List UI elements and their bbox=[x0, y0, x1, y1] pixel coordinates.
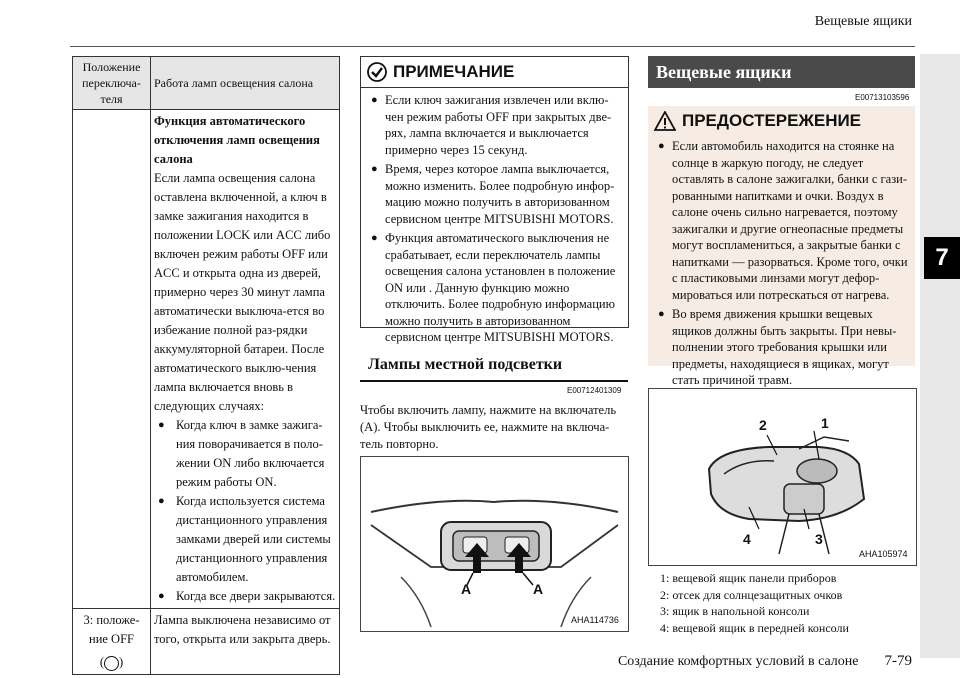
storage-section-header: Вещевые ящики bbox=[648, 56, 915, 88]
caution-list bbox=[648, 136, 915, 389]
switch-position-table bbox=[72, 56, 340, 675]
storage-figure-code: AHA105974 bbox=[859, 549, 908, 559]
legend-item: 3: ящик в напольной консоли bbox=[660, 604, 810, 618]
storage-code: E00713103596 bbox=[855, 93, 910, 102]
auto-off-list bbox=[154, 416, 336, 606]
list-item: ● Если автомобиль находится на стоянке на солнце в жаркую погоду, не следует оставлять в салоне зажигалки, банки с гази-рованными напитками и очки. Воздух в салоне очень сильно нагревается, поэтому зажигалки и другие огнеопасные предметы могут воспламениться, а закрытые банки с напитками — разорваться. Кроме того, очки с пластиковыми линзами могут дефор-мироваться или потрескаться от нагрева. bbox=[672, 138, 909, 303]
fig-label-3: 3 bbox=[815, 531, 823, 547]
note-list bbox=[361, 88, 628, 346]
list-item: ● Если ключ зажигания извлечен или вклю-чен режим работы OFF при закрытых две-рях, лампа включается и выключается примерно через 15 секунд. bbox=[385, 92, 622, 158]
caution-title: ПРЕДОСТЕРЕЖЕНИЕ bbox=[682, 111, 862, 130]
note-title: ПРИМЕЧАНИЕ bbox=[393, 62, 515, 81]
section-rule bbox=[360, 380, 628, 382]
table-cell-position-off: 3: положе-ние OFF ( ) bbox=[73, 609, 151, 675]
table-cell-off-text: Лампа выключена независимо от того, открыта или закрыта дверь. bbox=[151, 609, 340, 675]
footer-section: Создание комфортных условий в салоне bbox=[617, 654, 859, 669]
check-icon bbox=[367, 62, 387, 82]
warning-icon bbox=[654, 111, 676, 131]
storage-legend bbox=[660, 570, 915, 636]
list-item: ● Когда используется система дистанционного управления замками дверей или системы дистанционного управления автомобилем. bbox=[172, 492, 336, 587]
list-item: ● Функция автоматического выключения не срабатывает, если переключатель лампы освещения салона установлен в положение ON или . Данную функцию можно отключить. Более подробную информацию можно получить в авторизованном сервисном центре MITSUBISHI MOTORS. bbox=[385, 230, 622, 346]
storage-figure bbox=[648, 388, 917, 566]
fig-label-2: 2 bbox=[759, 417, 767, 433]
auto-off-text: Если лампа освещения салона оставлена включенной, а ключ в замке зажигания находится в положении LOCK или ACC либо включен режим работы OFF или ACC и открыта одна из дверей, примерно через 30 минут лампа автоматически выключа-ется во избежание полной раз-рядки аккумуляторной батареи. После автоматического выклю-чения лампа включается вновь в следующих случаях: bbox=[154, 171, 331, 413]
map-lamps-title: Лампы местной подсветки bbox=[368, 356, 563, 373]
legend-item: 1: вещевой ящик панели приборов bbox=[660, 571, 837, 585]
table-cell-empty bbox=[73, 110, 151, 609]
map-lamp-figure-code: AHA114736 bbox=[571, 615, 619, 625]
list-item: ● Во время движения крышки вещевых ящиков должны быть закрыты. При невы-полнении этого требования крышки или предметы, находящиеся в ящиках, могут стать причиной травм. bbox=[672, 306, 909, 389]
fig-label-1: 1 bbox=[821, 415, 829, 431]
fig-label-4: 4 bbox=[743, 531, 751, 547]
chapter-number: 7 bbox=[924, 237, 960, 279]
page-header-title: Вещевые ящики bbox=[814, 14, 912, 29]
list-item: ● Когда все двери закрываются. bbox=[172, 587, 336, 606]
map-lamps-text: Чтобы включить лампу, нажмите на включатель (A). Чтобы выключить ее, нажмите на включа-тель повторно. bbox=[360, 403, 617, 451]
auto-off-title: Функция автоматического отключения ламп освещения салона bbox=[154, 114, 320, 166]
map-lamps-code: E00712401309 bbox=[567, 386, 622, 395]
legend-item: 2: отсек для солнцезащитных очков bbox=[660, 587, 843, 602]
list-item: ● Время, через которое лампа выключается, можно изменить. Более подробную инфор-мацию можно получить в авторизованном сервисном центре MITSUBISHI MOTORS. bbox=[385, 161, 622, 227]
note-box bbox=[360, 56, 629, 344]
col-operation-header: Работа ламп освещения салона bbox=[151, 57, 340, 110]
label-a-right: A bbox=[533, 581, 544, 597]
page-number: 7-79 bbox=[884, 653, 912, 669]
legend-item: 4: вещевой ящик в передней консоли bbox=[660, 620, 849, 635]
off-circle-icon bbox=[104, 656, 119, 671]
map-lamp-illustration bbox=[361, 457, 628, 631]
note-header bbox=[361, 57, 628, 88]
map-lamp-figure bbox=[360, 456, 629, 632]
caution-header bbox=[648, 106, 915, 136]
col-position-header: Положение переключа-теля bbox=[73, 57, 151, 110]
table-row bbox=[73, 609, 340, 675]
chapter-side-tab[interactable] bbox=[920, 54, 960, 658]
caution-box bbox=[648, 106, 915, 387]
storage-illustration bbox=[649, 389, 916, 565]
page-footer bbox=[618, 653, 912, 670]
table-row bbox=[73, 110, 340, 609]
list-item: ● Когда ключ в замке зажига-ния поворачивается в поло-жении ON либо включается режим работы ON. bbox=[172, 416, 336, 492]
table-cell-auto-off bbox=[151, 110, 340, 609]
label-a-left: A bbox=[461, 581, 472, 597]
header-rule bbox=[70, 46, 915, 47]
position-off-label: 3: положе-ние OFF bbox=[83, 613, 140, 646]
